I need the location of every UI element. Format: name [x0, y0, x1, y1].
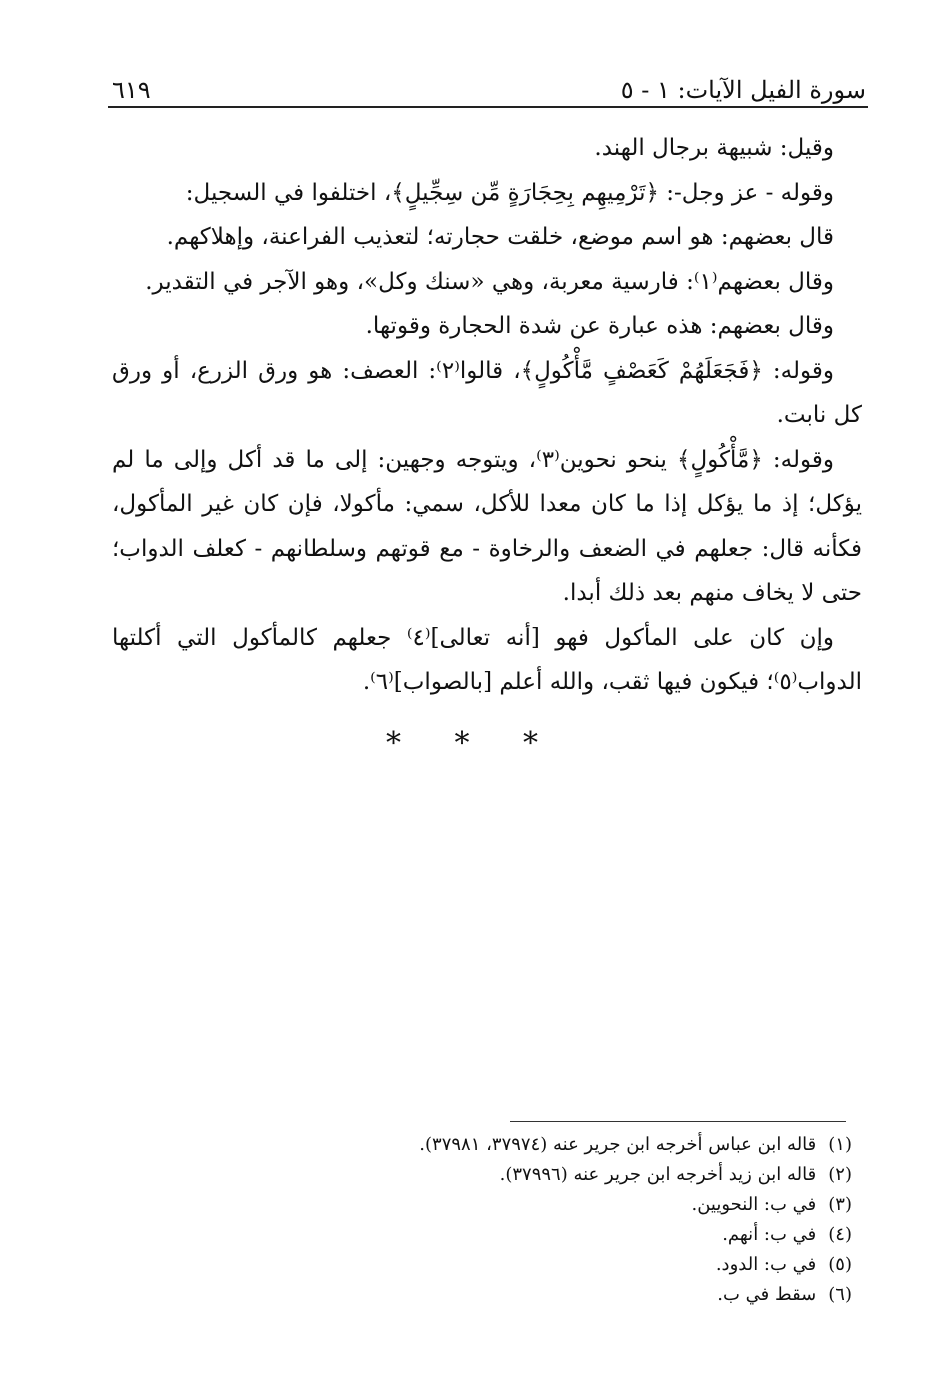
running-title: سورة الفيل الآيات: ١ - ٥: [620, 76, 866, 104]
footnote-rule: [510, 1121, 846, 1122]
page-number: ٦١٩: [112, 76, 151, 104]
running-header: [112, 62, 866, 102]
paragraph: وقيل: شبيهة برجال الهند.: [594, 135, 834, 161]
paragraph: قال بعضهم: هو اسم موضع، خلقت حجارته؛ لتعذيب الفراعنة، وإهلاكهم.: [166, 224, 834, 250]
paragraph: وقوله: ﴿فَجَعَلَهُمْ كَعَصْفٍ مَّأْكُولٍ﴾، قالوا⁽٢⁾: العصف: هو ورق الزرع، أو ورق كل نابت.: [112, 357, 862, 428]
footnote-number: (٣): [828, 1194, 852, 1215]
footnote-text: قاله ابن عباس أخرجه ابن جرير عنه (٣٧٩٧٤، ٣٧٩٨١).: [419, 1134, 817, 1155]
footnote-text: سقط في ب.: [717, 1284, 817, 1305]
footnote: [120, 1190, 852, 1220]
footnote: [120, 1280, 852, 1310]
footnote-text: قاله ابن زيد أخرجه ابن جرير عنه (٣٧٩٩٦).: [499, 1164, 817, 1185]
paragraph: وقال بعضهم: هذه عبارة عن شدة الحجارة وقوتها.: [365, 313, 834, 339]
footnote-text: في ب: الدود.: [715, 1254, 817, 1275]
footnote-number: (٥): [828, 1254, 852, 1275]
footnote: [120, 1160, 852, 1190]
footnote-text: في ب: أنهم.: [722, 1224, 817, 1245]
footnote-number: (٦): [828, 1284, 852, 1305]
footnote-number: (٢): [828, 1164, 852, 1185]
footnotes: [120, 1130, 852, 1310]
paragraph: وقوله - عز وجل-: ﴿تَرْمِيهِم بِحِجَارَةٍ مِّن سِجِّيلٍ﴾، اختلفوا في السجيل:: [185, 179, 834, 206]
footnote: [120, 1250, 852, 1280]
footnote: [120, 1130, 852, 1160]
footnote: [120, 1220, 852, 1250]
section-separator: * * *: [385, 726, 561, 761]
footnote-number: (٤): [828, 1224, 852, 1245]
footnote-number: (١): [828, 1134, 852, 1155]
header-rule: [108, 106, 868, 108]
paragraph: وقوله: ﴿مَّأْكُولٍ﴾ ينحو نحوين⁽٣⁾، ويتوجه وجهين: إلى ما قد أكل وإلى ما لم يؤكل؛ إذ ما يؤكل إذا ما كان معدا للأكل، سمي: مأكولا، فإن كان غير المأكول، فكأنه قال: جعلهم في الضعف والرخاوة - مع قوتهم وسلطانهم - كعلف الدواب؛ حتى لا يخاف منهم بعد ذلك أبدا.: [112, 446, 862, 606]
paragraph: وإن كان على المأكول فهو [أنه تعالى]⁽٤⁾ جعلهم كالمأكول التي أكلتها الدواب⁽٥⁾؛ فيكون فيها ثقب، والله أعلم [بالصواب]⁽٦⁾.: [112, 624, 862, 695]
paragraph: وقال بعضهم⁽١⁾: فارسية معربة، وهي «سنك وكل»، وهو الآجر في التقدير.: [145, 268, 834, 295]
main-text: [112, 126, 862, 705]
footnote-text: في ب: النحويين.: [691, 1194, 817, 1215]
